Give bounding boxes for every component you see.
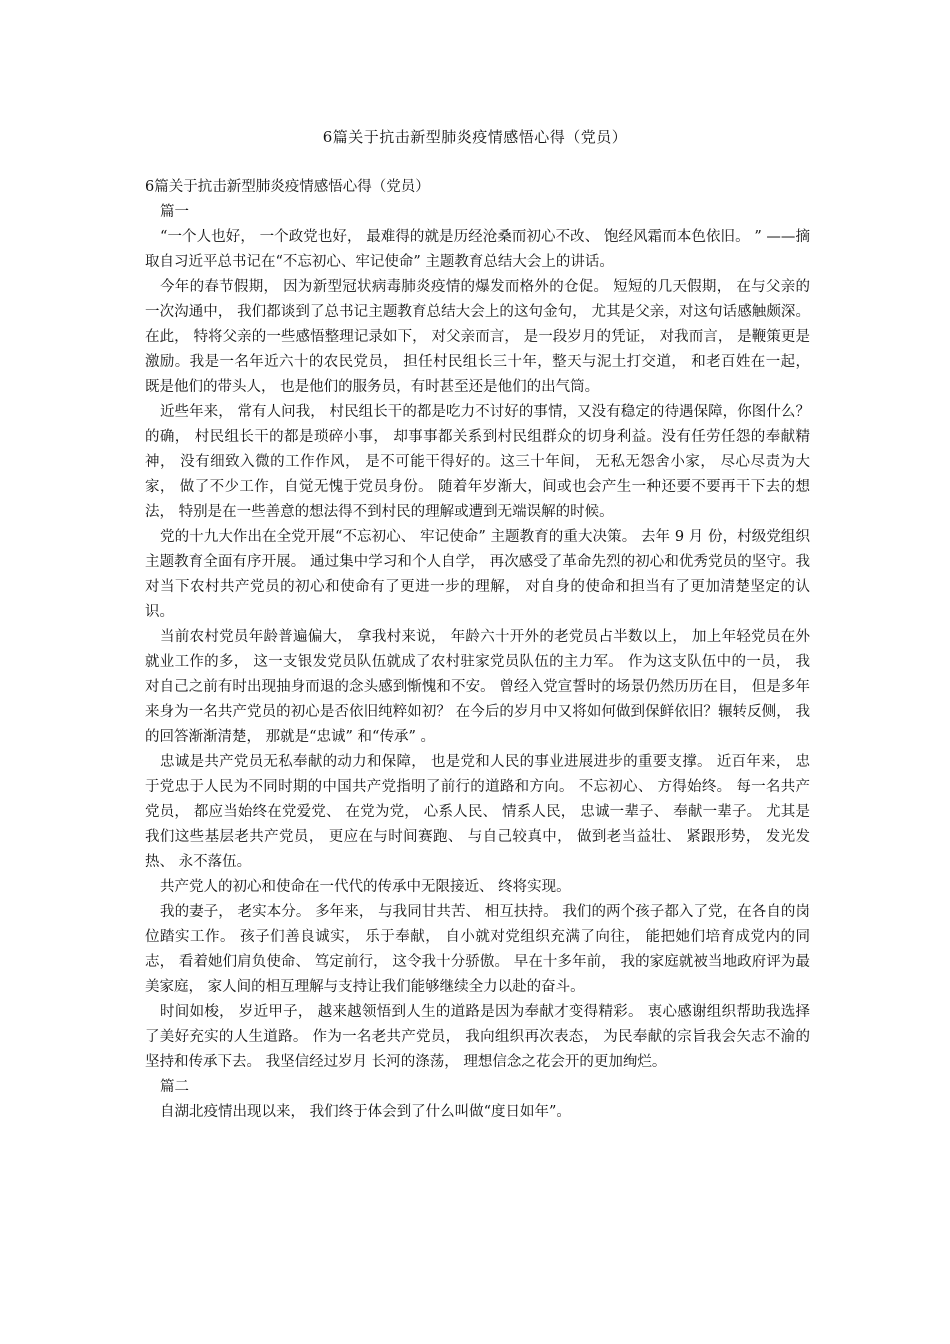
document-title: 6篇关于抗击新型肺炎疫情感悟心得（党员）	[322, 128, 628, 146]
paragraph: 近些年来， 常有人问我， 村民组长干的都是吃力不讨好的事情，又没有稳定的待遇保障，你图什么？ 的确， 村民组长干的都是琐碎小事， 却事事都关系到村民组群众的切身利益。没有任劳任怨的奉献精神， 没有细致入微的工作作风， 是不可能干得好的。这三十年间， 无私无怨舍小家， 尽心尽责为大家， 做了不少工作，自觉无愧于党员身份。 随着年岁渐大，间或也会产生一种还要不要再干下去的想法， 特别是在一些善意的想法得不到村民的理解或遭到无端误解的时候。	[145, 404, 810, 520]
paragraph: 党的十九大作出在全党开展“不忘初心、 牢记使命” 主题教育的重大决策。 去年 9 月 份，村级党组织主题教育全面有序开展。 通过集中学习和个人自学， 再次感受了革命先烈的初心和优秀党员的坚守。我对当下农村共产党员的初心和使命有了更进一步的理解， 对自身的使命和担当有了更加清楚坚定的认识。	[145, 529, 810, 620]
paragraph: 自湖北疫情出现以来， 我们终于体会到了什么叫做“度日如年”。	[160, 1104, 571, 1120]
paragraph: 我的妻子， 老实本分。 多年来， 与我同甘共苦、 相互扶持。 我们的两个孩子都入了党，在各自的岗位踏实工作。 孩子们善良诚实， 乐于奉献， 自小就对党组织充满了向往， 能把她们培育成党内的同志， 看着她们肩负使命、 笃定前行， 这令我十分骄傲。 早在十多年前， 我的家庭就被当地政府评为最美家庭， 家人间的相互理解与支持让我们能够继续全力以赴的奋斗。	[145, 904, 810, 995]
section-heading: 篇一	[160, 204, 189, 220]
paragraph: 共产党人的初心和使命在一代代的传承中无限接近、 终将实现。	[160, 879, 571, 895]
section-heading: 篇二	[160, 1079, 189, 1095]
paragraph: 忠诚是共产党员无私奉献的动力和保障， 也是党和人民的事业进展进步的重要支撑。 近百年来， 忠于党忠于人民为不同时期的中国共产党指明了前行的道路和方向。 不忘初心、 方得始终。 每一名共产党员， 都应当始终在党爱党、 在党为党， 心系人民、 情系人民， 忠诚一辈子、 奉献一辈子。 尤其是我们这些基层老共产党员， 更应在与时间赛跑、 与自己较真中， 做到老当益壮、 紧跟形势， 发光发热、 永不落伍。	[145, 754, 810, 870]
paragraph: “一个人也好， 一个政党也好， 最难得的就是历经沧桑而初心不改、 饱经风霜而本色依旧。 ” ——摘取自习近平总书记在“不忘初心、牢记使命” 主题教育总结大会上的讲话。	[145, 229, 810, 270]
paragraph: 时间如梭， 岁近甲子， 越来越领悟到人生的道路是因为奉献才变得精彩。 衷心感谢组织帮助我选择了美好充实的人生道路。 作为一名老共产党员， 我向组织再次表态， 为民奉献的宗旨我会矢志不渝的坚持和传承下去。 我坚信经过岁月 长河的涤荡， 理想信念之花会开的更加绚烂。	[145, 1004, 810, 1070]
document-subtitle: 6篇关于抗击新型肺炎疫情感悟心得（党员）	[145, 179, 430, 195]
paragraph: 今年的春节假期， 因为新型冠状病毒肺炎疫情的爆发而格外的仓促。 短短的几天假期， 在与父亲的一次沟通中， 我们都谈到了总书记主题教育总结大会上的这句金句， 尤其是父亲，对这句话感触颇深。在此， 特将父亲的一些感悟整理记录如下， 对父亲而言， 是一段岁月的凭证， 对我而言， 是鞭策更是激励。我是一名年近六十的农民党员， 担任村民组长三十年，整天与泥土打交道， 和老百姓在一起， 既是他们的带头人， 也是他们的服务员，有时甚至还是他们的出气筒。	[145, 279, 810, 395]
document-body	[145, 175, 810, 1125]
paragraph: 当前农村党员年龄普遍偏大， 拿我村来说， 年龄六十开外的老党员占半数以上， 加上年轻党员在外就业工作的多， 这一支银发党员队伍就成了农村驻家党员队伍的主力军。 作为这支队伍中的一员， 我对自己之前有时出现抽身而退的念头感到惭愧和不安。 曾经入党宣誓时的场景仍然历历在目， 但是多年来身为一名共产党员的初心是否依旧纯粹如初？ 在今后的岁月中又将如何做到保鲜依旧？辗转反侧， 我的回答渐渐清楚， 那就是“忠诚” 和“传承” 。	[145, 629, 810, 745]
